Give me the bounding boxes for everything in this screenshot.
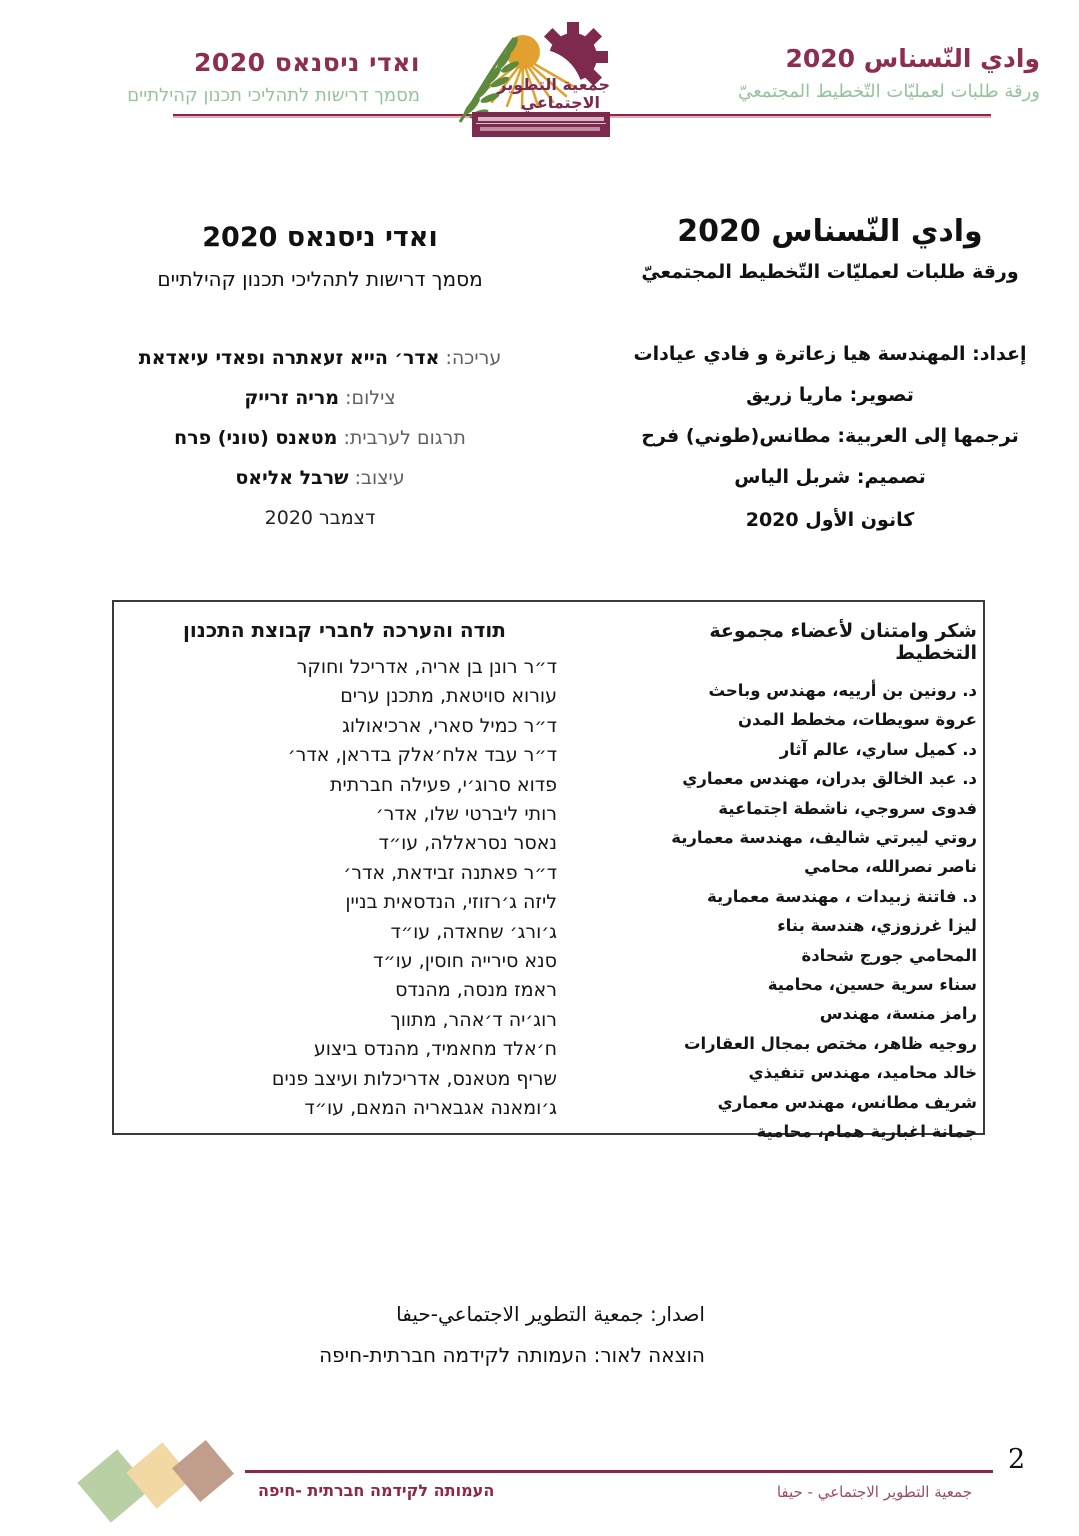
header-right-title: وادي النّسناس 2020 — [785, 44, 1040, 73]
publisher-block — [300, 1302, 705, 1384]
footer-divider-line — [245, 1470, 993, 1473]
acknowledgments-hebrew-column — [132, 618, 557, 1124]
credit-line: עריכה: אדר׳ הייא זעאתרה ופאדי עיאדאת — [138, 347, 502, 369]
header-right-block — [580, 44, 1040, 102]
member-row: ד״ר פאתנה זבידאת, אדר׳ — [343, 861, 557, 884]
credit-line: תרגום לערבית: מטאנס (טוני) פרח — [174, 427, 466, 449]
credit-line: צילום: מריה זרייק — [244, 387, 396, 409]
member-row: رامز منسة، مهندس — [819, 1004, 977, 1024]
acknowledgments-hebrew-members — [132, 653, 557, 1124]
member-row: ח׳אלד מחאמיד, מהנדס ביצוע — [313, 1038, 557, 1061]
member-row: سناء سرية حسين، محامية — [767, 975, 977, 995]
logo-banner — [472, 112, 610, 137]
member-row: د. رونين بن أرييه، مهندس وباحث — [708, 681, 977, 700]
member-row: שריף מטאנס, אדריכלות ועיצב פנים — [271, 1067, 557, 1090]
credits-hebrew — [120, 338, 520, 498]
footer-arabic-text: جمعية التطوير الاجتماعي - حيفا — [776, 1483, 972, 1501]
member-row: ראמז מנסה, מהנדס — [395, 979, 557, 1002]
member-row: ד״ר כמיל סארי, ארכיאולוג — [342, 714, 557, 737]
member-row: شريف مطانس، مهندس معماري — [717, 1092, 977, 1112]
logo-svg — [452, 20, 612, 140]
acknowledgments-box — [112, 600, 985, 1142]
member-row: ד״ר עבד אלח׳אלק בדראן, אדר׳ — [287, 744, 557, 767]
credits-arabic-date: كانون الأول 2020 — [745, 509, 915, 531]
main-title-hebrew: ואדי ניסנאס 2020 — [202, 222, 438, 253]
member-row: רותי ליברטי שלו, אדר׳ — [375, 803, 557, 826]
member-row: خالد محاميد، مهندس تنفيذي — [748, 1063, 977, 1083]
acknowledgments-hebrew-heading: תודה והערכה לחברי קבוצת התכנון — [183, 618, 506, 642]
credits-hebrew-date: דצמבר 2020 — [264, 507, 376, 529]
main-subtitle-hebrew: מסמך דרישות לתהליכי תכנון קהילתיים — [157, 267, 483, 291]
acknowledgments-arabic-members — [622, 676, 977, 1147]
member-row: סנא סירייה חוסין, עו״ד — [372, 950, 557, 973]
main-title-arabic-block — [620, 214, 1040, 283]
organization-logo-icon — [452, 20, 612, 140]
header-left-subtitle: מסמך דרישות לתהליכי תכנון קהילתיים — [127, 85, 420, 106]
member-row: ג׳ומאנה אגבאריה המאם, עו״ד — [304, 1097, 557, 1120]
publisher-hebrew-line: הוצאה לאור: העמותה לקידמה חברתית-חיפה — [319, 1343, 705, 1367]
credits-hebrew-date-wrap — [120, 498, 520, 538]
member-row: روجيه ظاهر، مختص بمجال العقارات — [683, 1033, 977, 1053]
logo-org-name-line2: الاجتماعي — [520, 93, 600, 112]
footer-diamond-brown-icon — [172, 1440, 234, 1502]
main-title-hebrew-block — [120, 222, 520, 291]
member-row: جمانة اغبارية همام، محامية — [756, 1122, 977, 1142]
credits-arabic-date-wrap — [620, 500, 1040, 541]
page-number: 2 — [1008, 1444, 1026, 1475]
acknowledgments-arabic-column — [622, 620, 977, 1147]
member-row: עורוא סויטאת, מתכנן ערים — [340, 685, 557, 708]
member-row: د. فاتنة زبيدات ، مهندسة معمارية — [707, 886, 977, 906]
credit-line: تصوير: ماريا زريق — [746, 384, 914, 406]
member-row: ليزا غرزوزي، هندسة بناء — [777, 916, 977, 936]
logo-org-name-line1: جمعية التطوير — [497, 75, 610, 94]
member-row: المحامي جورج شحادة — [801, 945, 977, 965]
header-left-title: ואדי ניסנאס 2020 — [193, 48, 420, 77]
member-row: פדוא סרוג׳י, פעילה חברתית — [329, 773, 557, 796]
member-row: فدوى سروجي، ناشطة اجتماعية — [718, 798, 977, 818]
credit-line: ترجمها إلى العربية: مطانس(طوني) فرح — [641, 425, 1019, 447]
credit-line: إعداد: المهندسة هيا زعاترة و فادي عيادات — [633, 343, 1027, 365]
header-right-subtitle: ورقة طلبات لعمليّات التّخطيط المجتمعيّ — [738, 81, 1040, 102]
member-row: د. عبد الخالق بدران، مهندس معماري — [682, 769, 977, 789]
publisher-arabic-line: اصدار: جمعية التطوير الاجتماعي-حيفا — [396, 1302, 705, 1326]
header-left-block — [113, 48, 420, 106]
main-subtitle-arabic: ورقة طلبات لعمليّات التّخطيط المجتمعيّ — [641, 261, 1019, 283]
footer-hebrew-text: העמותה לקידמה חברתית -חיפה — [258, 1481, 495, 1500]
member-row: ד״ר רונן בן אריה, אדריכל וחוקר — [296, 656, 557, 678]
member-row: د. كميل ساري، عالم آثار — [779, 739, 977, 759]
member-row: ליזה ג׳רזוזי, הנדסאית בניין — [345, 891, 557, 914]
credit-line: تصميم: شربل الياس — [734, 466, 926, 488]
credits-arabic — [620, 334, 1040, 498]
credit-line: עיצוב: שרבל אליאס — [235, 467, 405, 489]
member-row: רוג׳יה ד׳אהר, מתווך — [390, 1008, 557, 1031]
member-row: ג׳ורג׳ שחאדה, עו״ד — [390, 920, 557, 943]
main-title-arabic: وادي النّسناس 2020 — [677, 214, 983, 249]
member-row: روتي ليبرتي شاليف، مهندسة معمارية — [671, 828, 977, 848]
member-row: ناصر نصرالله، محامي — [804, 857, 977, 877]
member-row: عروة سويطات، مخطط المدن — [737, 710, 977, 730]
acknowledgments-arabic-heading: شكر وامتنان لأعضاء مجموعة التخطيط — [709, 620, 977, 664]
member-row: נאסר נסראללה, עו״ד — [378, 832, 557, 855]
